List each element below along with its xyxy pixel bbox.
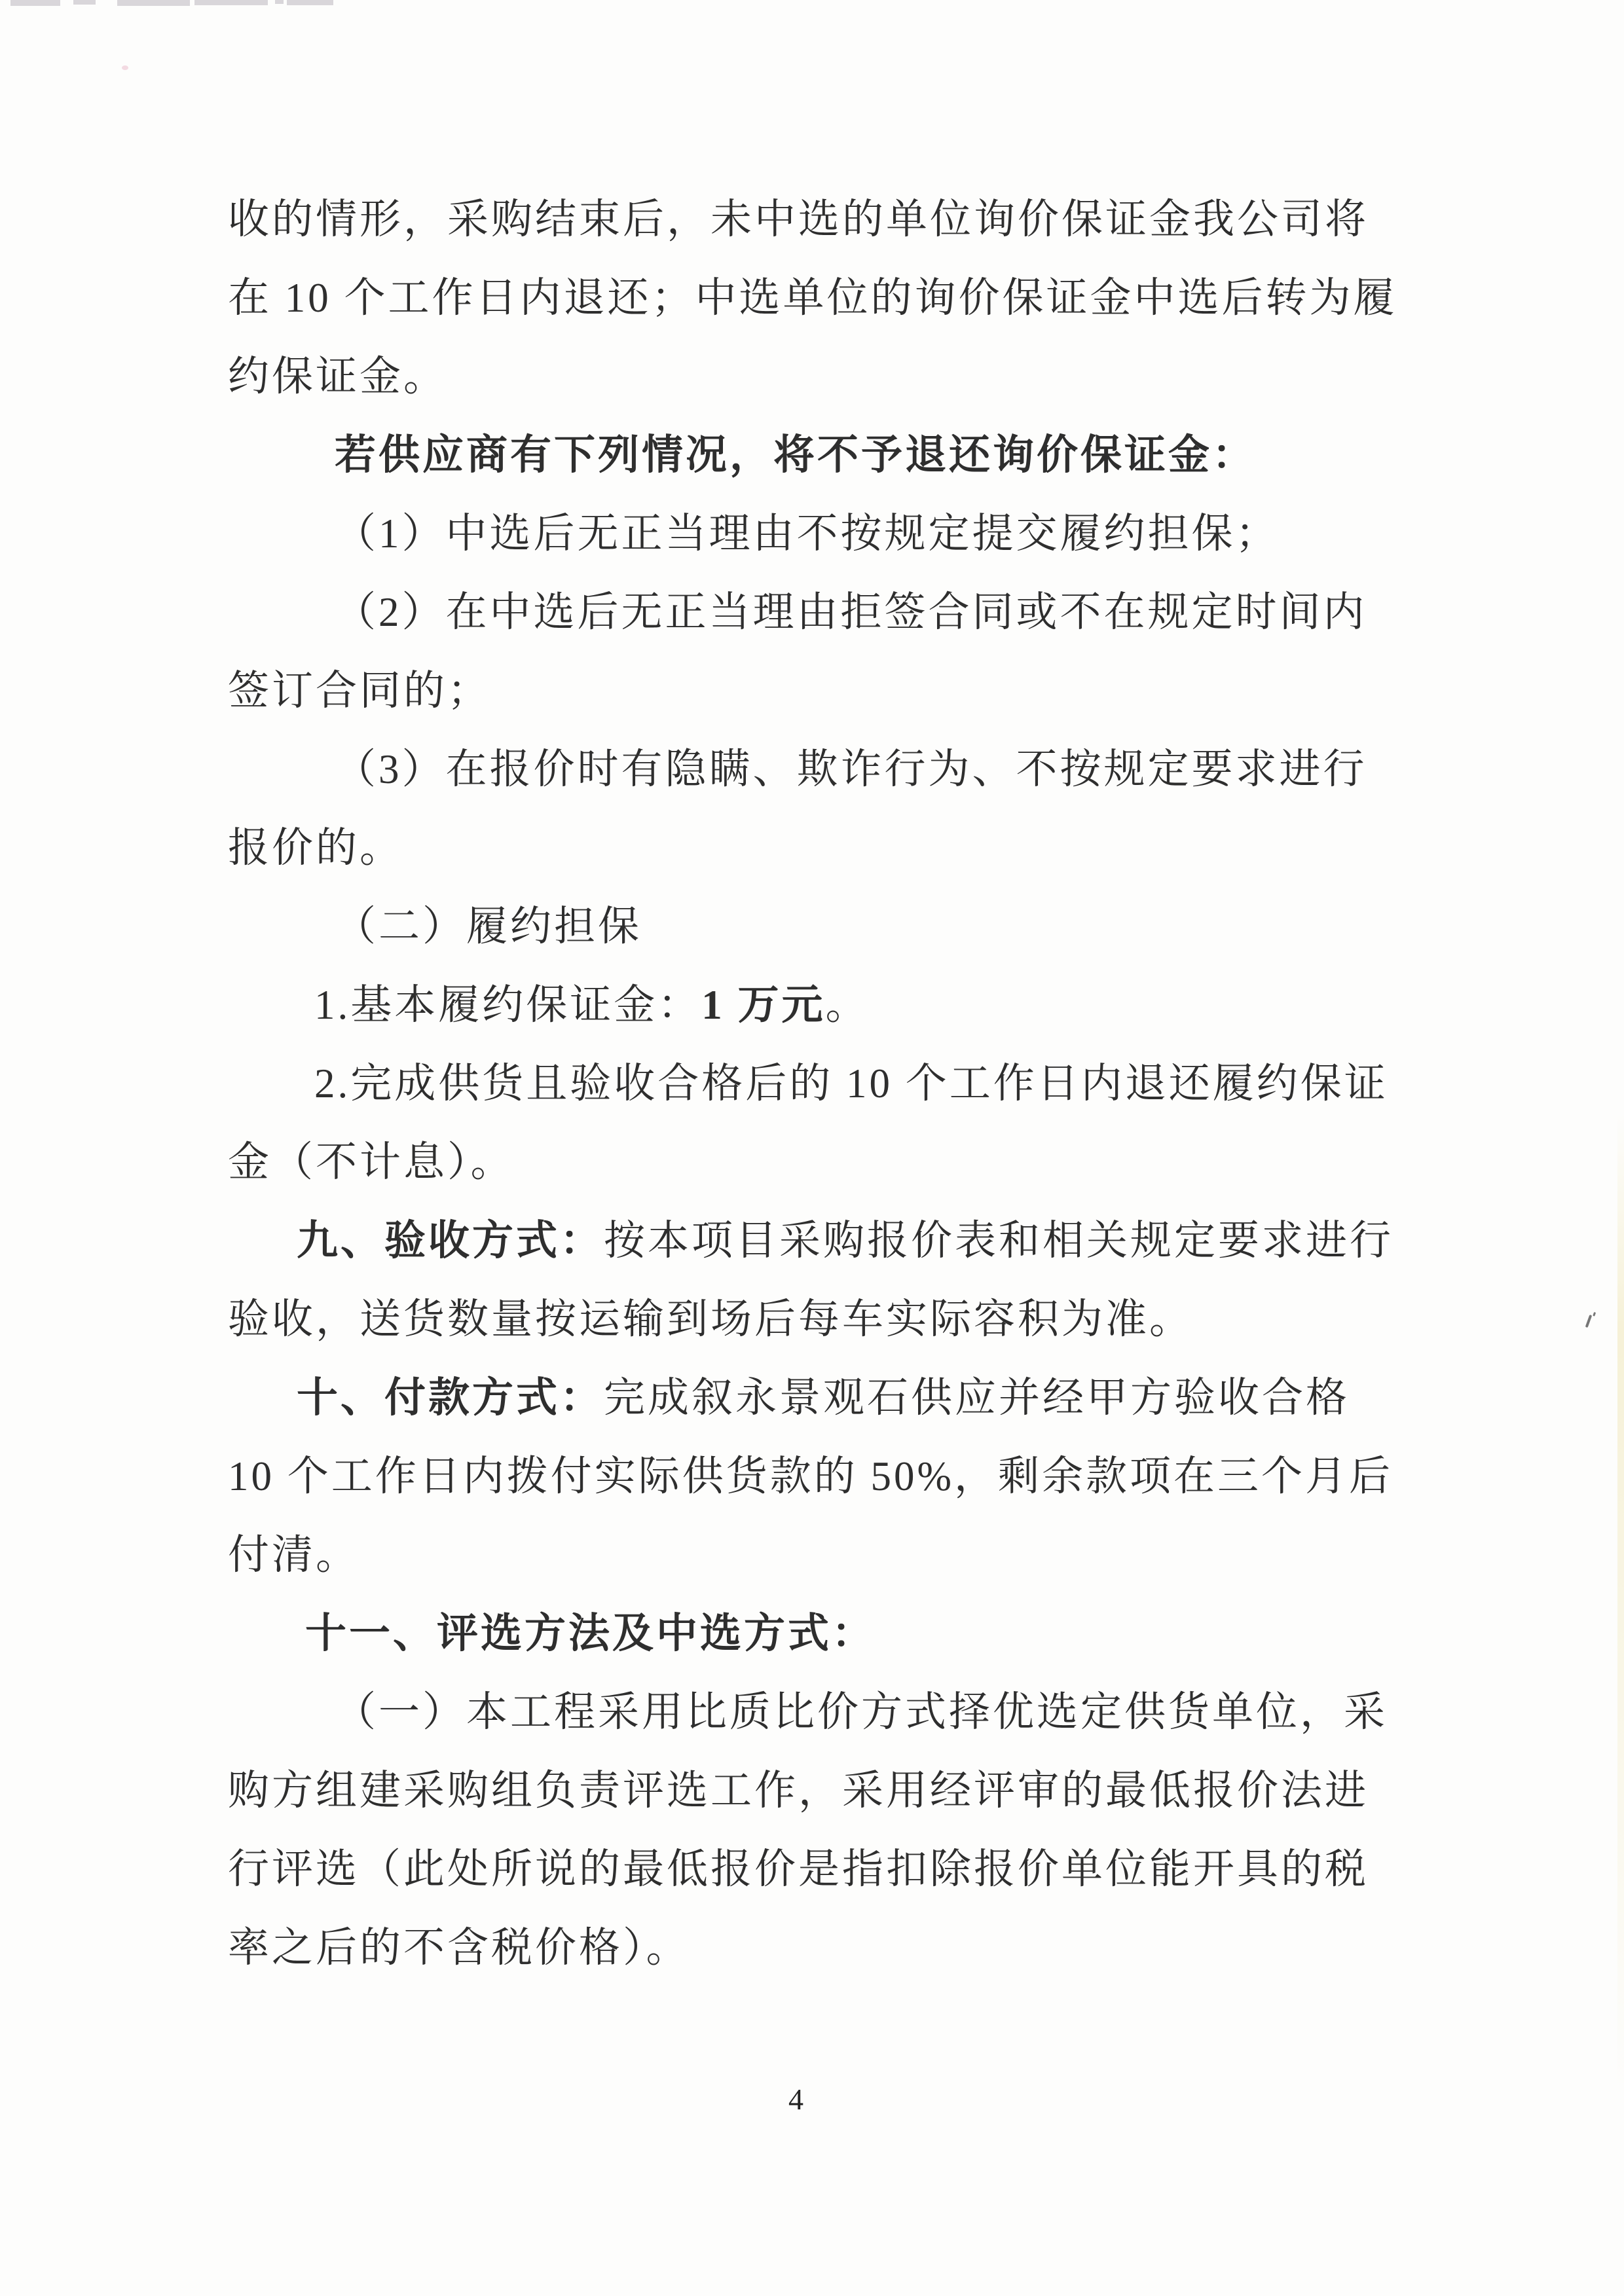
text-segment: 九、验收方式：	[297, 1218, 604, 1264]
text-segment: 1.基本履约保证金：	[314, 982, 702, 1028]
text-line	[228, 494, 1459, 573]
text-segment: 。	[825, 982, 870, 1028]
text-segment: （二）履约担保	[335, 903, 642, 949]
text-line	[228, 966, 1459, 1044]
scan-artifact-top	[275, 0, 284, 4]
text-line	[228, 259, 1459, 337]
text-segment: 十、付款方式：	[297, 1375, 604, 1421]
text-segment: 付清。	[228, 1532, 360, 1578]
scan-speck	[1585, 1315, 1593, 1328]
text-segment: 金（不计息）。	[228, 1139, 515, 1185]
text-segment: 10 个工作日内拨付实际供货款的 50%，剩余款项在三个月后	[228, 1453, 1393, 1499]
scan-speck	[122, 65, 128, 70]
text-line	[228, 1358, 1459, 1437]
text-line	[228, 1673, 1459, 1751]
text-segment: 报价的。	[228, 825, 403, 871]
text-segment: 2.完成供货且验收合格后的 10 个工作日内退还履约保证	[314, 1061, 1388, 1106]
text-line	[228, 1437, 1459, 1516]
text-line	[228, 1201, 1459, 1280]
text-line	[228, 651, 1459, 730]
scan-artifact-top	[194, 0, 268, 5]
text-segment: 完成叙永景观石供应并经甲方验收合格	[604, 1375, 1350, 1421]
text-segment: 行评选（此处所说的最低报价是指扣除报价单位能开具的税	[228, 1846, 1369, 1892]
scan-artifact-top	[287, 0, 333, 5]
text-line	[228, 1908, 1459, 1987]
text-segment: 十一、评选方法及中选方式：	[305, 1611, 876, 1656]
text-line	[228, 416, 1459, 494]
text-segment: 签订合同的；	[228, 668, 491, 714]
text-segment: 购方组建采购组负责评选工作，采用经评审的最低报价法进	[228, 1768, 1369, 1813]
text-segment: 若供应商有下列情况，将不予退还询价保证金：	[335, 432, 1256, 478]
text-segment: （2）在中选后无正当理由拒签合同或不在规定时间内	[335, 589, 1367, 635]
scan-artifact-top	[117, 0, 190, 6]
page-number: 4	[788, 2083, 803, 2116]
text-segment: 在 10 个工作日内退还；中选单位的询价保证金中选后转为履	[228, 275, 1397, 321]
text-line	[228, 1280, 1459, 1358]
text-line	[228, 180, 1459, 259]
text-segment: 约保证金。	[228, 354, 447, 399]
scan-artifact-top	[10, 0, 60, 6]
text-line	[228, 730, 1459, 809]
text-segment: （3）在报价时有隐瞒、欺诈行为、不按规定要求进行	[335, 746, 1367, 792]
text-line	[228, 1830, 1459, 1908]
text-line	[228, 573, 1459, 651]
text-segment: 1 万元	[701, 982, 826, 1028]
text-segment: 验收，送货数量按运输到场后每车实际容积为准。	[228, 1296, 1193, 1342]
text-segment: （1）中选后无正当理由不按规定提交履约担保；	[335, 511, 1280, 556]
document-body	[228, 180, 1459, 1987]
text-segment: （一）本工程采用比质比价方式择优选定供货单位，采	[335, 1689, 1388, 1735]
text-line	[228, 1516, 1459, 1594]
page-edge-line	[1617, 1113, 1624, 2095]
text-line	[228, 1123, 1459, 1201]
text-segment: 收的情形，采购结束后，未中选的单位询价保证金我公司将	[228, 196, 1369, 242]
scan-artifact-top	[73, 0, 96, 5]
text-line	[228, 809, 1459, 887]
text-line	[228, 1044, 1459, 1123]
text-line	[228, 1751, 1459, 1830]
text-line	[228, 337, 1459, 416]
text-segment: 率之后的不含税价格）。	[228, 1925, 690, 1971]
text-segment: 按本项目采购报价表和相关规定要求进行	[604, 1218, 1393, 1264]
text-line	[228, 1594, 1459, 1673]
text-line	[228, 887, 1459, 966]
